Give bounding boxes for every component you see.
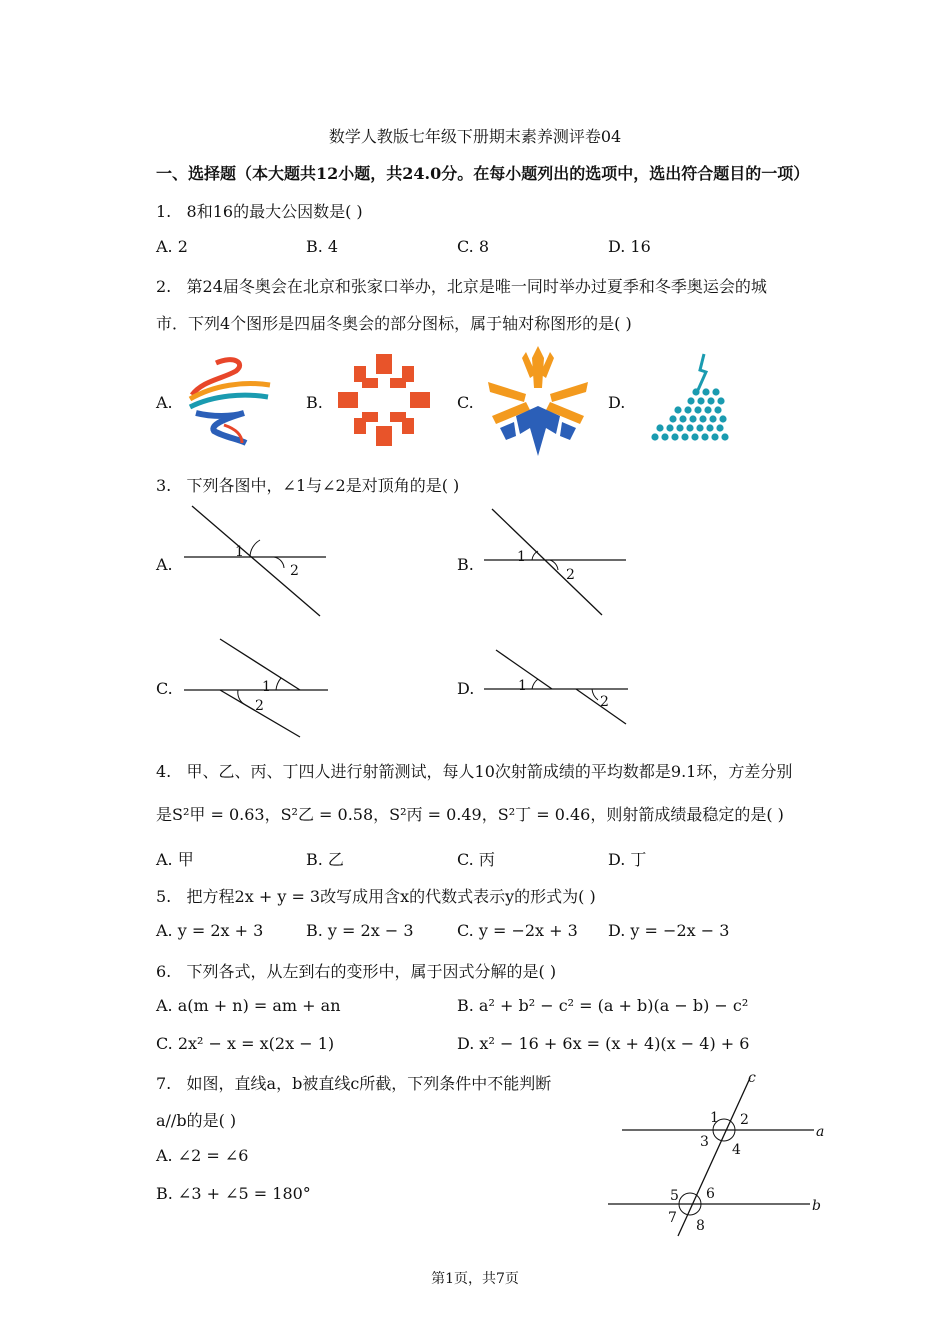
- q3-option-c[interactable]: C.: [156, 679, 173, 698]
- question-number: 6.: [156, 962, 172, 981]
- question-number: 1.: [156, 202, 172, 221]
- q1-option-d[interactable]: D. 16: [608, 237, 651, 256]
- question-3: [156, 473, 459, 496]
- angle-1-label: 1: [262, 679, 271, 695]
- emblem-dot: [704, 406, 711, 413]
- emblem-dot: [721, 433, 728, 440]
- question-number: 4.: [156, 762, 172, 781]
- q1-option-c[interactable]: C. 8: [457, 237, 490, 256]
- question-4-line1: [156, 759, 792, 782]
- emblem-dot: [691, 433, 698, 440]
- emblem-dot: [681, 433, 688, 440]
- question-number: 5.: [156, 887, 172, 906]
- emblem-dot: [651, 433, 658, 440]
- angle-1-label: 1: [235, 544, 244, 560]
- question-text: 甲、乙、丙、丁四人进行射箭测试，每人10次射箭成绩的平均数都是9.1环，方差分别: [186, 762, 793, 781]
- emblem-dot: [712, 388, 719, 395]
- q2-option-c[interactable]: C.: [457, 393, 474, 412]
- angle-1-label: 1: [517, 549, 526, 565]
- question-text: 下列各图中，∠1与∠2是对顶角的是( ): [186, 476, 460, 495]
- emblem-c-icon: [486, 344, 590, 460]
- emblem-dot: [669, 415, 676, 422]
- q5-option-a[interactable]: A. y = 2x + 3: [156, 921, 264, 940]
- q3-figure-d: [480, 640, 630, 730]
- emblem-dot: [711, 433, 718, 440]
- question-6: [156, 959, 556, 982]
- q1-option-b[interactable]: B. 4: [306, 237, 339, 256]
- emblem-dot: [707, 397, 714, 404]
- q4-option-a[interactable]: A. 甲: [156, 850, 194, 869]
- emblem-b-icon: [336, 352, 432, 448]
- q4-option-d[interactable]: D. 丁: [608, 850, 647, 869]
- question-2-line1: [156, 274, 767, 297]
- angle-2-label: 2: [255, 698, 264, 714]
- q2-option-d[interactable]: D.: [608, 393, 626, 412]
- emblem-dot: [679, 415, 686, 422]
- angle-3-label: 3: [700, 1134, 709, 1150]
- q5-option-d[interactable]: D. y = −2x − 3: [608, 921, 730, 940]
- q6-option-a[interactable]: A. a(m + n) = am + an: [156, 996, 341, 1015]
- angle-1-label: 1: [710, 1110, 719, 1126]
- emblem-dot: [696, 424, 703, 431]
- emblem-dot: [676, 424, 683, 431]
- question-number: 2.: [156, 277, 172, 296]
- q4-option-b[interactable]: B. 乙: [306, 850, 344, 869]
- q7-option-b[interactable]: B. ∠3 + ∠5 = 180°: [156, 1184, 311, 1203]
- question-number: 7.: [156, 1074, 172, 1093]
- q7-figure: [604, 1070, 834, 1240]
- emblem-dot: [686, 424, 693, 431]
- q3-option-b[interactable]: B.: [457, 555, 474, 574]
- q3-figure-b: [480, 505, 630, 620]
- emblem-d-icon: [636, 350, 732, 450]
- line-b-label: b: [812, 1198, 821, 1214]
- angle-7-label: 7: [668, 1210, 677, 1226]
- question-5: [156, 884, 596, 907]
- line-c-label: c: [748, 1070, 756, 1086]
- line-a-label: a: [816, 1124, 825, 1140]
- question-text: 把方程2x + y = 3改写成用含x的代数式表示y的形式为( ): [186, 887, 596, 906]
- angle-4-label: 4: [732, 1142, 741, 1158]
- question-1: [156, 199, 363, 222]
- q3-option-a[interactable]: A.: [156, 555, 173, 574]
- section-heading: 一、选择题（本大题共12小题，共24.0分。在每小题列出的选项中，选出符合题目的一项）: [156, 164, 810, 183]
- emblem-dot: [706, 424, 713, 431]
- q5-option-c[interactable]: C. y = −2x + 3: [457, 921, 578, 940]
- emblem-dot: [701, 433, 708, 440]
- q1-option-a[interactable]: A. 2: [156, 237, 188, 256]
- q3-figure-c: [180, 635, 330, 740]
- emblem-dot: [694, 406, 701, 413]
- emblem-dot: [674, 406, 681, 413]
- angle-2-label: 2: [566, 567, 575, 583]
- angle-5-label: 5: [670, 1188, 679, 1204]
- angle-6-label: 6: [706, 1186, 715, 1202]
- emblem-dot: [692, 388, 699, 395]
- q3-figure-a: [180, 500, 330, 620]
- q5-option-b[interactable]: B. y = 2x − 3: [306, 921, 414, 940]
- emblem-dot: [702, 388, 709, 395]
- q2-option-b[interactable]: B.: [306, 393, 323, 412]
- emblem-dot: [697, 397, 704, 404]
- angle-2-label: 2: [740, 1112, 749, 1128]
- emblem-dot: [689, 415, 696, 422]
- q6-option-d[interactable]: D. x² − 16 + 6x = (x + 4)(x − 4) + 6: [457, 1034, 750, 1053]
- angle-1-label: 1: [518, 678, 527, 694]
- angle-2-label: 2: [290, 563, 299, 579]
- q2-option-a[interactable]: A.: [156, 393, 173, 412]
- emblem-dot: [671, 433, 678, 440]
- emblem-dot: [666, 424, 673, 431]
- question-text: 如图，直线a，b被直线c所截，下列条件中不能判断: [186, 1074, 552, 1093]
- question-text: 第24届冬奥会在北京和张家口举办，北京是唯一同时举办过夏季和冬季奥运会的城: [186, 277, 767, 296]
- question-text: 下列各式，从左到右的变形中，属于因式分解的是( ): [186, 962, 557, 981]
- question-number: 3.: [156, 476, 172, 495]
- question-2-line2: 市．下列4个图形是四届冬奥会的部分图标，属于轴对称图形的是( ): [156, 314, 632, 333]
- emblem-dot: [661, 433, 668, 440]
- question-7-line2: a//b的是( ): [156, 1111, 237, 1130]
- page-footer: 第1页，共7页: [431, 1271, 519, 1287]
- page-title: 数学人教版七年级下册期末素养测评卷04: [328, 127, 622, 146]
- emblem-dot: [687, 397, 694, 404]
- emblem-dot: [716, 424, 723, 431]
- emblem-dot: [699, 415, 706, 422]
- q6-option-c[interactable]: C. 2x² − x = x(2x − 1): [156, 1034, 335, 1053]
- q4-option-c[interactable]: C. 丙: [457, 850, 495, 869]
- emblem-a-icon: [184, 355, 276, 447]
- emblem-dot: [709, 415, 716, 422]
- q7-option-a[interactable]: A. ∠2 = ∠6: [156, 1146, 249, 1165]
- emblem-dot: [719, 415, 726, 422]
- emblem-dot: [656, 424, 663, 431]
- emblem-dot: [714, 406, 721, 413]
- emblem-dot: [717, 397, 724, 404]
- q3-option-d[interactable]: D.: [457, 679, 475, 698]
- question-7-line1: [156, 1071, 551, 1094]
- emblem-dot: [684, 406, 691, 413]
- angle-2-label: 2: [600, 694, 609, 710]
- question-text: 8和16的最大公因数是( ): [186, 202, 363, 221]
- angle-8-label: 8: [696, 1218, 705, 1234]
- question-4-line2: 是S²甲 = 0.63，S²乙 = 0.58，S²丙 = 0.49，S²丁 = 0.46，则射箭成绩最稳定的是( ): [156, 805, 784, 824]
- q6-option-b[interactable]: B. a² + b² − c² = (a + b)(a − b) − c²: [457, 996, 749, 1015]
